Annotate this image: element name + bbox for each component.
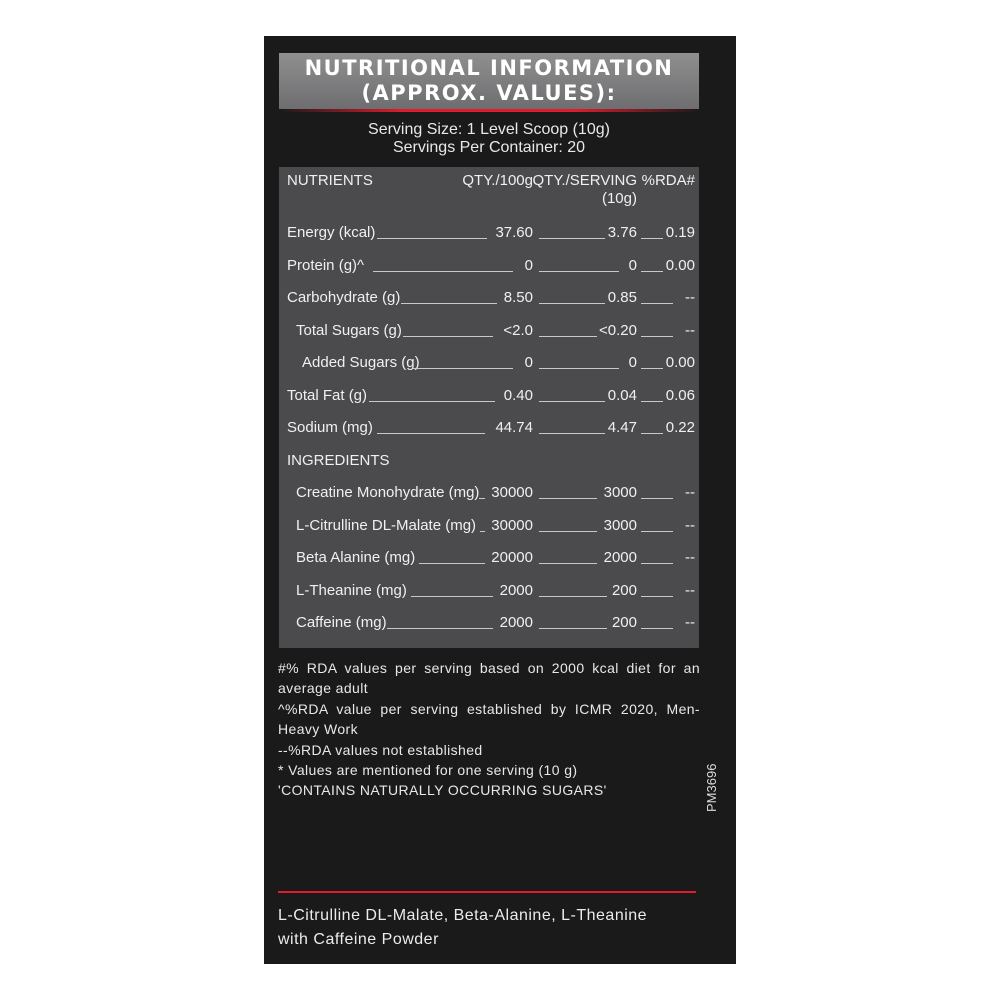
row-qty-serving: 4.47	[607, 419, 637, 436]
leader-line	[539, 303, 605, 304]
ingredient-qty-serving: 2000	[603, 549, 637, 566]
ingredient-qty-100g: 30000	[491, 484, 533, 501]
leader-line	[413, 368, 513, 369]
ingredient-label: Beta Alanine (mg)	[296, 549, 416, 566]
ingredient-label: L-Theanine (mg)	[296, 582, 407, 599]
ingredients-heading: INGREDIENTS	[287, 452, 390, 469]
row-label: Total Sugars (g)	[296, 322, 402, 339]
ingredient-qty-100g: 2000	[499, 582, 533, 599]
row-qty-100g: <2.0	[503, 322, 533, 339]
leader-line	[539, 401, 605, 402]
product-name-line-2: with Caffeine Powder	[278, 931, 439, 948]
nutrition-header	[279, 53, 699, 109]
row-label: Energy (kcal)	[287, 224, 376, 241]
serving-info	[279, 121, 699, 157]
row-label: Protein (g)^	[287, 257, 365, 274]
leader-line	[539, 271, 619, 272]
ingredient-qty-serving: 3000	[603, 484, 637, 501]
footnote-one-serving: * Values are mentioned for one serving (10 g)	[278, 762, 578, 779]
bottom-red-divider	[278, 891, 696, 893]
row-rda: --	[685, 322, 695, 339]
col-header-qty-100g: QTY./100g	[462, 172, 533, 189]
leader-line	[411, 596, 493, 597]
leader-line	[641, 596, 673, 597]
leader-line	[641, 368, 663, 369]
leader-line	[403, 336, 493, 337]
footnotes	[278, 658, 700, 801]
ingredients-heading-row	[279, 451, 699, 471]
table-row	[279, 548, 699, 568]
row-rda: 0.00	[665, 257, 695, 274]
row-qty-serving: 0.04	[607, 387, 637, 404]
footnote-rda-basis: #% RDA values per serving based on 2000 kcal diet for an average adult	[278, 660, 700, 697]
leader-line	[641, 336, 673, 337]
row-label: Sodium (mg)	[287, 419, 373, 436]
leader-line	[539, 563, 597, 564]
table-row	[279, 581, 699, 601]
leader-line	[539, 238, 605, 239]
leader-line	[641, 563, 673, 564]
footnote-naturally-occurring-sugars: 'CONTAINS NATURALLY OCCURRING SUGARS'	[278, 782, 607, 799]
product-description	[278, 904, 718, 952]
leader-line	[377, 433, 485, 434]
leader-line	[369, 401, 495, 402]
ingredient-qty-100g: 30000	[491, 517, 533, 534]
leader-line	[480, 531, 485, 532]
leader-line	[387, 628, 493, 629]
row-qty-100g: 0	[524, 354, 533, 371]
ingredient-qty-100g: 20000	[491, 549, 533, 566]
table-row	[279, 353, 699, 373]
ingredient-label: Creatine Monohydrate (mg)	[296, 484, 480, 501]
row-rda: --	[685, 289, 695, 306]
row-label: Total Fat (g)	[287, 387, 368, 404]
ingredient-label: Caffeine (mg)	[296, 614, 387, 631]
leader-line	[641, 628, 673, 629]
row-rda: 0.06	[665, 387, 695, 404]
col-header-qty-serving-unit: (10g)	[601, 190, 637, 207]
col-header-rda: %RDA#	[641, 172, 695, 189]
row-rda: 0.19	[665, 224, 695, 241]
table-row	[279, 288, 699, 308]
product-name-line-1: L-Citrulline DL-Malate, Beta-Alanine, L-Theanine	[278, 907, 648, 924]
leader-line	[539, 433, 605, 434]
serving-size: Serving Size: 1 Level Scoop (10g)	[368, 121, 610, 138]
leader-line	[539, 368, 619, 369]
leader-line	[641, 531, 673, 532]
ingredient-label: L-Citrulline DL-Malate (mg)	[296, 517, 477, 534]
ingredient-qty-serving: 200	[611, 614, 637, 631]
ingredient-rda: --	[685, 582, 695, 599]
product-code: PM3696	[704, 763, 719, 812]
header-line-2: (APPROX. VALUES):	[361, 81, 617, 105]
row-qty-100g: 8.50	[503, 289, 533, 306]
row-label: Added Sugars (g)	[302, 354, 420, 371]
ingredient-rda: --	[685, 517, 695, 534]
header-line-1: NUTRITIONAL INFORMATION	[304, 56, 674, 80]
ingredient-rda: --	[685, 549, 695, 566]
table-row	[279, 386, 699, 406]
row-qty-serving: <0.20	[599, 322, 637, 339]
leader-line	[641, 433, 663, 434]
leader-line	[539, 596, 607, 597]
leader-line	[479, 498, 485, 499]
leader-line	[539, 531, 597, 532]
footnote-icmr: ^%RDA value per serving established by ICMR 2020, Men-Heavy Work	[278, 700, 700, 738]
leader-line	[539, 336, 597, 337]
ingredient-rda: --	[685, 484, 695, 501]
table-row	[279, 321, 699, 341]
col-header-nutrients: NUTRIENTS	[287, 172, 373, 189]
header-red-divider	[279, 109, 699, 112]
table-row	[279, 223, 699, 243]
table-row	[279, 256, 699, 276]
ingredient-qty-serving: 3000	[603, 517, 637, 534]
row-rda: 0.22	[665, 419, 695, 436]
leader-line	[401, 303, 497, 304]
table-row	[279, 418, 699, 438]
row-qty-serving: 0	[628, 354, 637, 371]
leader-line	[539, 498, 597, 499]
leader-line	[641, 303, 673, 304]
row-qty-100g: 37.60	[495, 224, 533, 241]
row-qty-serving: 3.76	[607, 224, 637, 241]
col-header-qty-serving-label: QTY./SERVING	[532, 172, 637, 189]
ingredient-qty-100g: 2000	[499, 614, 533, 631]
nutrition-table	[279, 167, 699, 648]
leader-line	[641, 271, 663, 272]
nutrition-label-panel	[264, 36, 736, 964]
row-label: Carbohydrate (g)	[287, 289, 401, 306]
ingredient-qty-serving: 200	[611, 582, 637, 599]
table-row	[279, 516, 699, 536]
row-qty-100g: 44.74	[495, 419, 533, 436]
leader-line	[641, 238, 663, 239]
leader-line	[419, 563, 485, 564]
col-header-qty-serving	[533, 172, 637, 208]
leader-line	[539, 628, 607, 629]
leader-line	[641, 401, 663, 402]
servings-per-container: Servings Per Container: 20	[392, 139, 586, 156]
leader-line	[373, 271, 513, 272]
leader-line	[377, 238, 487, 239]
ingredient-rda: --	[685, 614, 695, 631]
row-qty-100g: 0.40	[503, 387, 533, 404]
row-qty-serving: 0.85	[607, 289, 637, 306]
table-row	[279, 483, 699, 503]
footnote-not-established: --%RDA values not established	[278, 741, 483, 758]
row-qty-100g: 0	[524, 257, 533, 274]
table-row	[279, 613, 699, 633]
leader-line	[641, 498, 673, 499]
row-qty-serving: 0	[628, 257, 637, 274]
row-rda: 0.00	[665, 354, 695, 371]
